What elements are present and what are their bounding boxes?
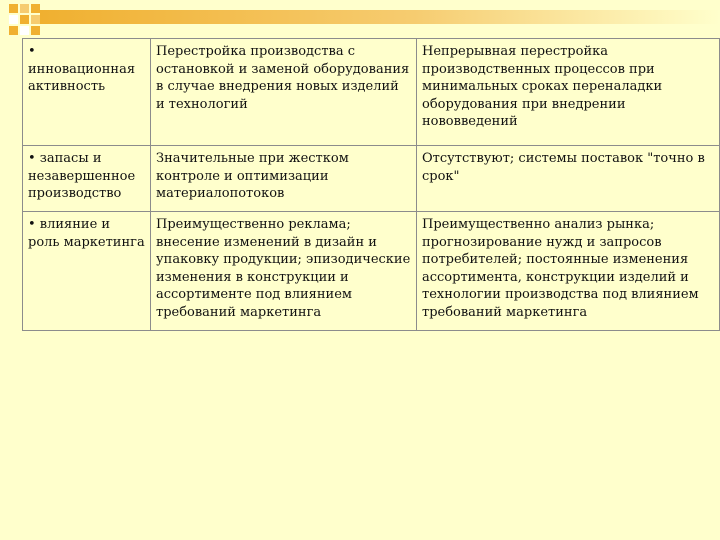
table-row [23, 39, 720, 146]
modern-cell: Непрерывная перестройка производственных процессов при минимальных сроках переналадки оборудования при внедрении нововведений [417, 39, 720, 146]
deco-square [31, 4, 40, 13]
traditional-cell: Перестройка производства с остановкой и заменой оборудования в случае внедрения новых изделий и технологий [151, 39, 417, 146]
deco-square [9, 4, 18, 13]
criterion-cell: • влияние и роль маркетинга [23, 212, 151, 331]
traditional-cell: Значительные при жестком контроле и оптимизации материалопотоков [151, 146, 417, 212]
modern-cell: Преимущественно анализ рынка; прогнозирование нужд и запросов потребителей; постоянные изменения ассортимента, конструкции изделий и технологии производства под влиянием требований маркетинга [417, 212, 720, 331]
decorative-header-bar [0, 0, 720, 38]
deco-square [20, 15, 29, 24]
deco-square [20, 4, 29, 13]
traditional-cell: Преимущественно реклама; внесение изменений в дизайн и упаковку продукции; эпизодические изменения в конструкции и ассортименте под влиянием требований маркетинга [151, 212, 417, 331]
table-row [23, 146, 720, 212]
deco-square [31, 26, 40, 35]
modern-cell: Отсутствуют; системы поставок "точно в срок" [417, 146, 720, 212]
header-gradient-stripe [40, 10, 720, 24]
deco-square [20, 26, 29, 35]
deco-square [9, 15, 18, 24]
deco-square [9, 26, 18, 35]
table-row [23, 212, 720, 331]
criterion-cell: • запасы и незавершенное производство [23, 146, 151, 212]
criterion-cell: • инновационная активность [23, 39, 151, 146]
deco-square [31, 15, 40, 24]
comparison-table [22, 38, 720, 331]
